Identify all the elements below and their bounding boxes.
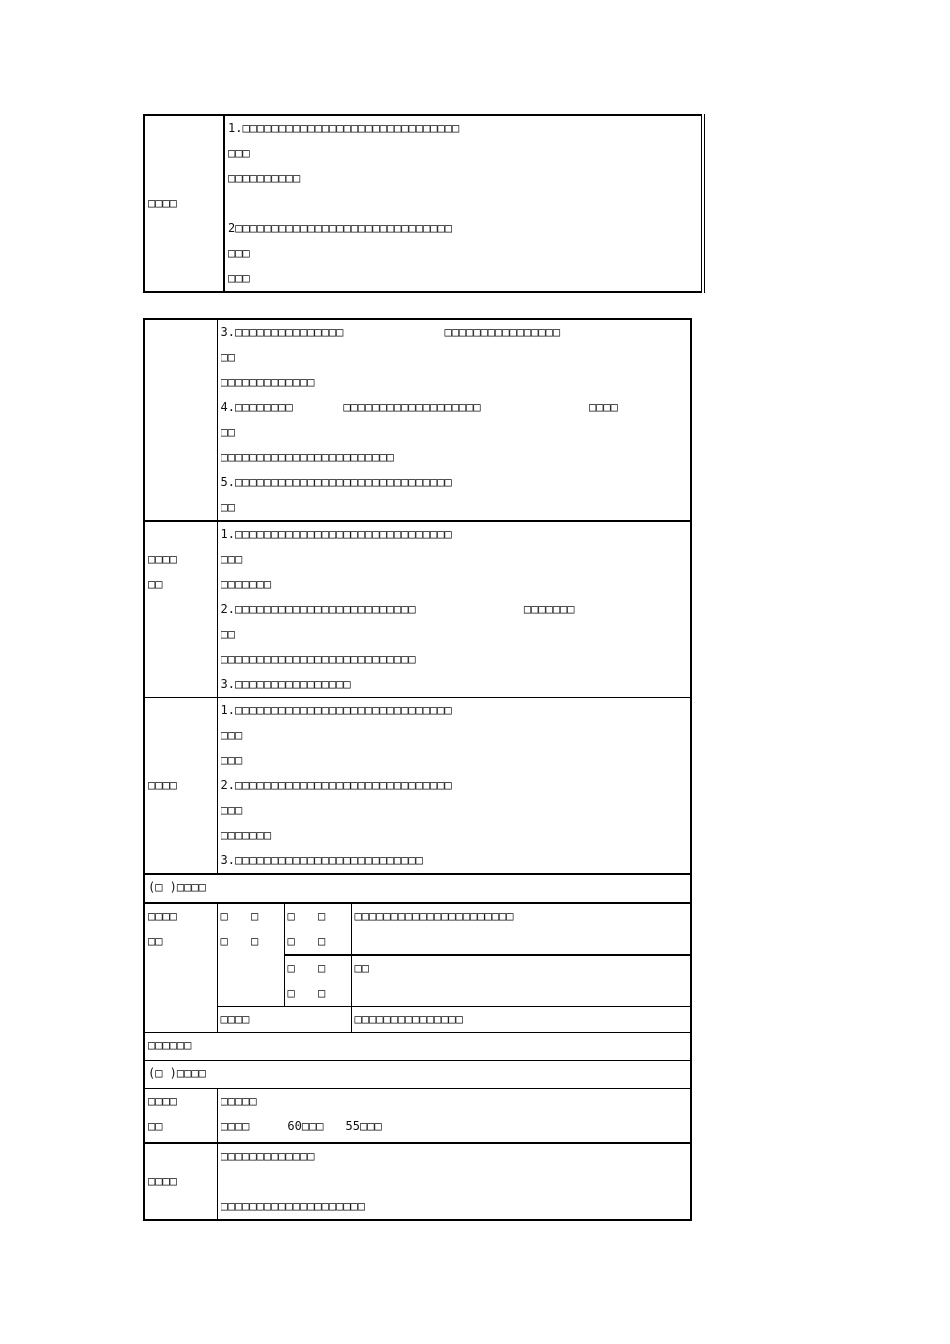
full-row-text: □□□□□□	[148, 1038, 192, 1052]
content-line: □□□□□□□□□□	[228, 171, 301, 185]
section-header	[144, 874, 691, 903]
row-content	[217, 1143, 691, 1220]
blank-line	[228, 191, 698, 216]
row-content	[217, 698, 691, 875]
table-top	[143, 114, 705, 293]
sub-value	[351, 955, 691, 1007]
content-line: □□	[220, 350, 235, 364]
content-line: 3.□□□□□□□□□□□□□□□□	[220, 677, 351, 691]
content-line: □□	[220, 627, 235, 641]
row-label	[144, 319, 217, 521]
table-main	[143, 318, 692, 1221]
content-line: 3.□□□□□□□□□□□□□□□□□□□□□□□□□□	[220, 853, 423, 867]
sub-cell	[217, 1007, 351, 1033]
content-line-2: □□□□ 60□□□ 55□□□	[220, 1119, 382, 1133]
content-line: 1.□□□□□□□□□□□□□□□□□□□□□□□□□□□□□□	[228, 121, 460, 135]
content-line: 1.□□□□□□□□□□□□□□□□□□□□□□□□□□□□□□	[220, 527, 452, 541]
row-content	[217, 319, 691, 521]
content-line: □□□□□□□	[220, 577, 272, 591]
table-row	[144, 1007, 691, 1033]
sub-value	[351, 903, 691, 955]
section-header	[144, 1061, 691, 1089]
table-row	[144, 1033, 691, 1061]
row-label-text: □□□□	[148, 909, 177, 923]
sub-cell	[284, 955, 351, 1007]
section-header-text: (□ )□□□□	[148, 880, 206, 894]
content-line: 3.□□□□□□□□□□□□□□□ □□□□□□□□□□□□□□□□	[220, 325, 561, 339]
row-label-text: □□	[148, 934, 163, 948]
sub-label: □ □ □ □	[287, 961, 334, 1000]
sub-value-text: □□□□□□□□□□□□□□□□□□□□□□	[354, 909, 514, 923]
content-line: □□□	[220, 803, 243, 817]
row-label	[144, 521, 217, 698]
sub-value-text: □□	[354, 961, 369, 975]
sub-label: □ □ □ □	[287, 909, 334, 948]
table-row	[144, 698, 691, 875]
content-line: 2.□□□□□□□□□□□□□□□□□□□□□□□□□ □□□□□□□	[220, 602, 575, 616]
content-line: □□□	[220, 552, 243, 566]
row-label-text: □□□□	[148, 778, 177, 792]
section-header-text: (□ )□□□□	[148, 1066, 206, 1080]
content-line: 2□□□□□□□□□□□□□□□□□□□□□□□□□□□□□□	[228, 221, 452, 235]
row-label-text: □□□□	[148, 1094, 177, 1108]
table-row	[144, 319, 691, 521]
row-label-text: □□□□	[148, 1174, 177, 1188]
content-line: □□□□□□□□□□□□□	[220, 1149, 315, 1163]
content-line: □□□	[220, 753, 243, 767]
content-line: □□□□□□□□□□□□□□□□□□□□□□□□	[220, 450, 394, 464]
content-line: □□	[220, 500, 235, 514]
table-row	[144, 1061, 691, 1089]
content-line: □□□□□	[220, 1094, 257, 1108]
table-row	[144, 1143, 691, 1220]
content-line: 2.□□□□□□□□□□□□□□□□□□□□□□□□□□□□□□	[220, 778, 452, 792]
full-row	[144, 1033, 691, 1061]
content-line: □□□□□□□	[220, 828, 272, 842]
table-row	[144, 903, 691, 955]
table-row	[144, 521, 691, 698]
content-line: 4.□□□□□□□□ □□□□□□□□□□□□□□□□□□□ □□□□	[220, 400, 618, 414]
table-row	[144, 874, 691, 903]
content-line: □□	[220, 425, 235, 439]
row-label-text: □□	[148, 577, 163, 591]
row-label	[144, 698, 217, 875]
row-label	[144, 115, 224, 292]
content-line: □□□	[228, 271, 250, 285]
row-label-text: □□	[148, 1119, 163, 1133]
sub-value	[351, 1007, 691, 1033]
sub-cell	[284, 903, 351, 955]
table-row	[144, 115, 703, 292]
content-line: 5.□□□□□□□□□□□□□□□□□□□□□□□□□□□□□□	[220, 475, 452, 489]
table-row	[144, 1089, 691, 1144]
content-line: 1.□□□□□□□□□□□□□□□□□□□□□□□□□□□□□□	[220, 703, 452, 717]
row-label-text: □□□□	[148, 196, 177, 210]
content-line: □□□□□□□□□□□□□□□□□□□□	[220, 1199, 365, 1213]
row-label-text: □□□□	[148, 552, 177, 566]
content-line: □□□	[220, 728, 243, 742]
row-content	[217, 521, 691, 698]
sub-label: □ □ □ □	[220, 909, 267, 948]
content-line: □□□	[228, 246, 250, 260]
row-content	[224, 115, 703, 292]
sub-cell	[217, 903, 284, 1007]
sub-label: □□□□	[220, 1012, 250, 1026]
content-line: □□□	[228, 146, 250, 160]
row-label	[144, 903, 217, 1033]
row-label	[144, 1143, 217, 1220]
row-label	[144, 1089, 217, 1144]
sub-value-text: □□□□□□□□□□□□□□□	[354, 1012, 463, 1026]
content-line: □□□□□□□□□□□□□	[220, 375, 315, 389]
row-content	[217, 1089, 691, 1144]
content-line: □□□□□□□□□□□□□□□□□□□□□□□□□□□	[220, 652, 416, 666]
